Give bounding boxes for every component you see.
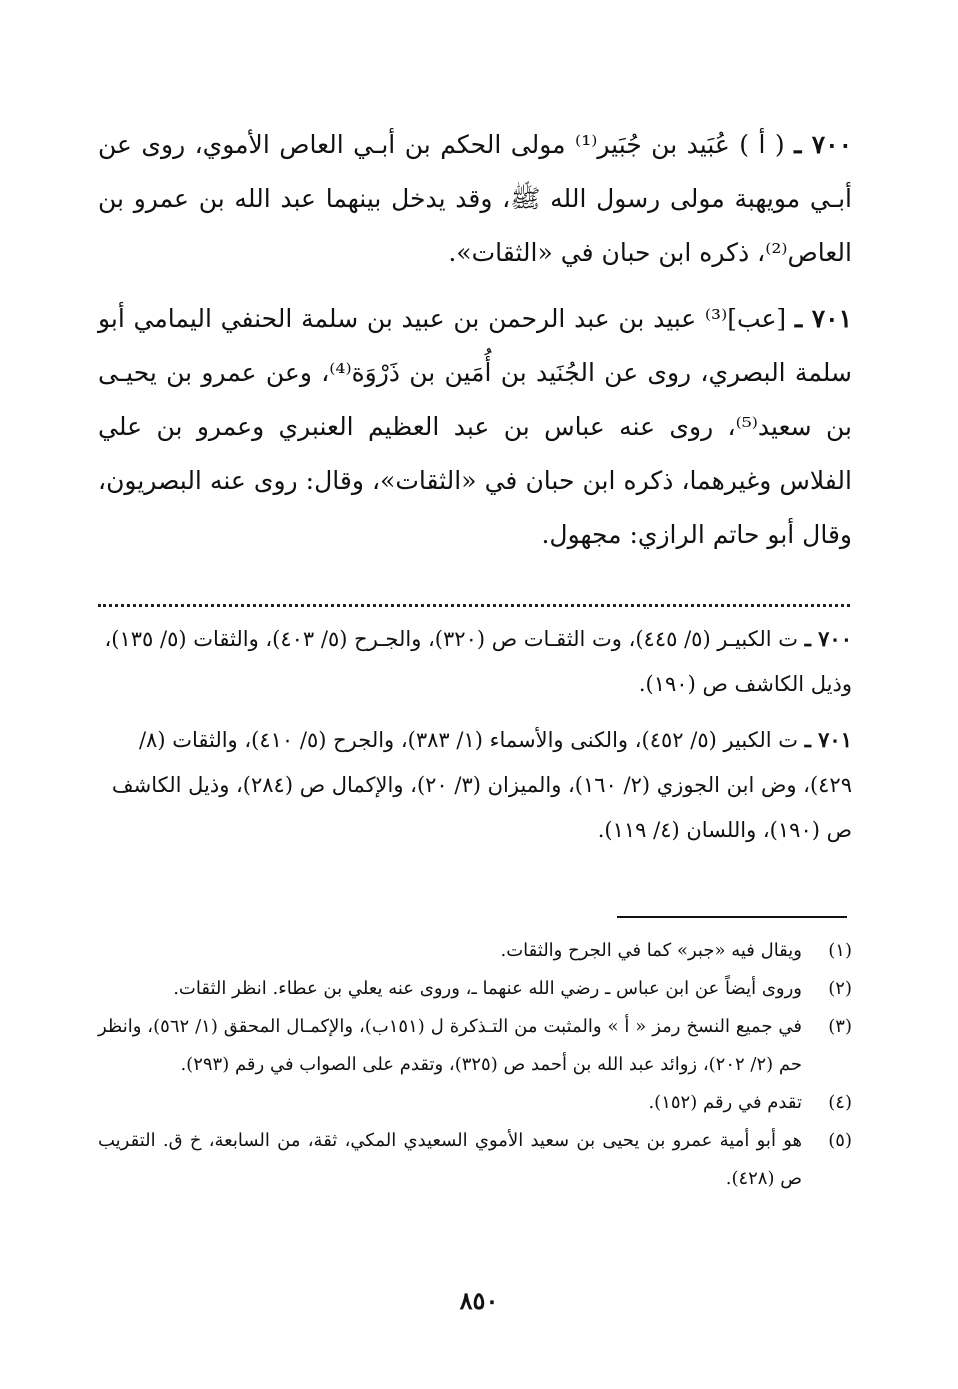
page-number: ٨٥٠ [459,1286,499,1315]
main-entries [98,118,852,574]
footnote-text: وروى أيضاً عن ابن عباس ـ رضي الله عنهما ـ، وروى عنه يعلي بن عطاء. انظر الثقات. [173,978,802,999]
footnote-number: (٢) [828,978,852,999]
source-number: ٧٠٠ ـ [804,626,852,651]
entry-text: [عب]⁽³⁾ عبيد بن عبد الرحمن بن عبيد بن سلمة الحنفي اليمامي أبو سلمة البصري، روى عن الجُنَيد بن أُمَين بن ذَرْوَة⁽⁴⁾، وعن عمرو بن يحيـى بن سعيد⁽⁵⁾، روى عنه عباس بن عبد العظيم العنبري وعمرو بن علي الفلاس وغيرهما، ذكره ابن حبان في «الثقات»، وقال: روى عنه البصريون، وقال أبو حاتم الرازي: مجهول. [98,304,853,549]
footnote-number: (٥) [828,1130,852,1151]
footnote-text: ويقال فيه «جبر» كما في الجرح والثقات. [500,940,802,961]
dotted-separator [98,590,850,607]
entry-701 [98,292,852,562]
footnote-text: في جميع النسخ رمز « أ » والمثبت من التـذكرة ل (١٥١ب)، والإكمـال المحقق (١/ ٥٦٢)، وانظر حم (٢/ ٢٠٢)، زوائد عبد الله بن أحمد ص (٣٢٥)، وتقدم على الصواب في رقم (٢٩٣). [98,1016,802,1075]
source-700 [98,616,852,707]
entry-number: ٧٠١ ـ [794,304,853,333]
entry-text: ( أ ) عُبَيد بن جُبَير⁽¹⁾ مولى الحكم بن أبـي العاص الأموي، روى عن أبـي مويهبة مولى رسول الله ﷺ، وقد يدخل بينهما عبد الله بن عمرو بن العاص⁽²⁾، ذكره ابن حبان في «الثقات». [98,130,852,267]
footnote-number: (٣) [828,1016,852,1037]
footnote-5 [98,1122,852,1198]
footnote-rule [617,916,847,918]
footnote-number: (١) [828,940,852,961]
entry-700 [98,118,852,280]
footnote-number: (٤) [828,1092,852,1113]
footnote-3 [98,1008,852,1084]
source-701 [98,717,852,853]
footnote-4 [98,1084,852,1122]
source-text: ت الكبير (٥/ ٤٥٢)، والكنى والأسماء (١/ ٣٨٣)، والجرح (٥/ ٤١٠)، والثقات (٨/ ٤٢٩)، وض ابن الجوزي (٢/ ١٦٠)، والميزان (٣/ ٢٠)، والإكمال ص (٢٨٤)، وذيل الكاشف ص (١٩٠)، واللسان (٤/ ١١٩). [111,728,852,842]
source-text: ت الكبيـر (٥/ ٤٤٥)، وت الثقـات ص (٣٢٠)، والجـرح (٥/ ٤٠٣)، والثقات (٥/ ١٣٥)، وذيل الكاشف ص (١٩٠). [104,627,852,696]
footnotes [98,932,852,1198]
entry-number: ٧٠٠ ـ [794,130,853,159]
footnote-1 [98,932,852,970]
footnote-text: تقدم في رقم (١٥٢). [648,1092,802,1113]
footnote-2 [98,970,852,1008]
source-references [98,616,852,863]
footnote-text: هو أبو أمية عمرو بن يحيى بن سعيد الأموي السعيدي المكي، ثقة، من السابعة، خ ق. التقريب ص (٤٢٨). [98,1130,802,1189]
source-number: ٧٠١ ـ [804,727,852,752]
